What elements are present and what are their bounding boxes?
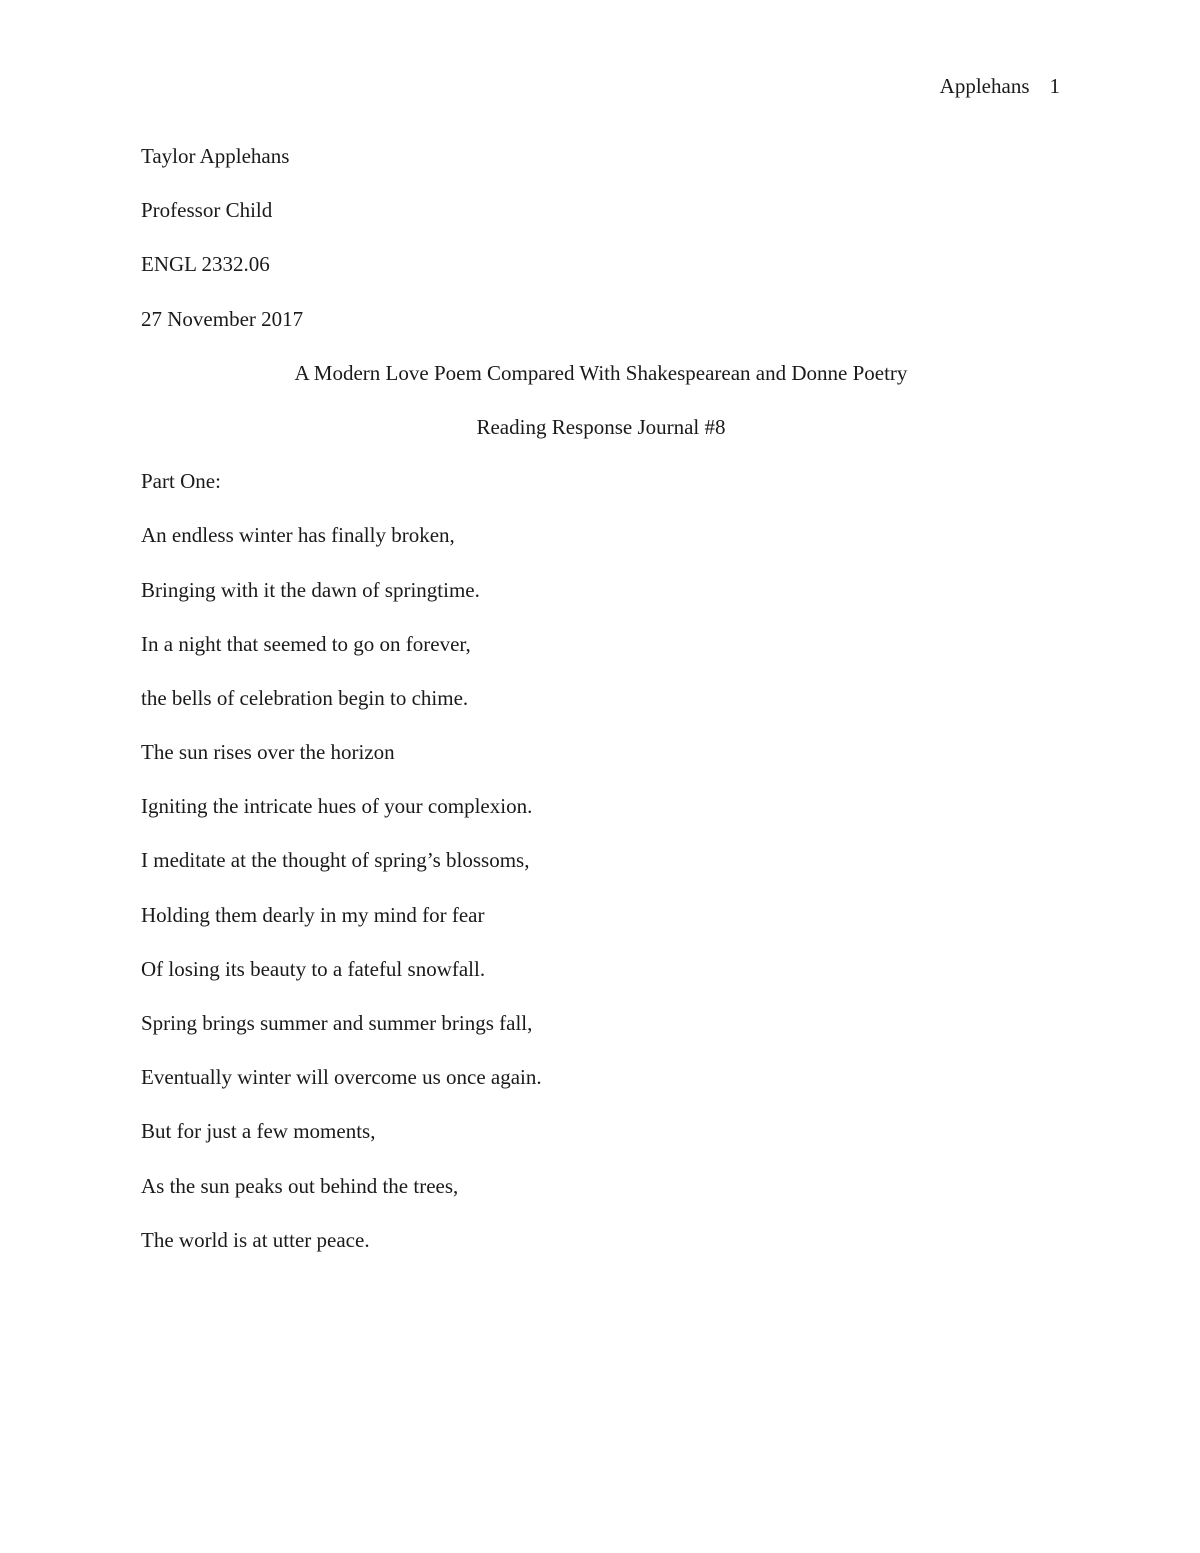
poem-line: the bells of celebration begin to chime. xyxy=(141,685,469,710)
document-subtitle: Reading Response Journal #8 xyxy=(476,414,726,439)
section-label: Part One: xyxy=(141,469,221,494)
poem-line: Igniting the intricate hues of your complexion. xyxy=(141,794,533,819)
document-title: A Modern Love Poem Compared With Shakespearean and Donne Poetry xyxy=(294,360,908,385)
poem-line: An endless winter has finally broken, xyxy=(141,523,455,548)
poem-line: But for just a few moments, xyxy=(141,1119,376,1144)
poem-line: Spring brings summer and summer brings fall, xyxy=(141,1011,533,1035)
poem-line: Eventually winter will overcome us once again. xyxy=(141,1065,542,1090)
document-body xyxy=(141,142,1061,1280)
running-header xyxy=(940,72,1060,100)
poem-line: The world is at utter peace. xyxy=(141,1227,370,1252)
submission-date: 27 November 2017 xyxy=(141,306,304,331)
poem xyxy=(141,521,1061,1280)
poem-line: Bringing with it the dawn of springtime. xyxy=(141,577,480,602)
poem-line: The sun rises over the horizon xyxy=(141,740,395,765)
poem-line: In a night that seemed to go on forever, xyxy=(141,631,471,656)
poem-line: I meditate at the thought of spring’s blossoms, xyxy=(141,848,530,873)
student-name: Taylor Applehans xyxy=(141,144,290,168)
poem-line: Of losing its beauty to a fateful snowfall. xyxy=(141,956,486,981)
poem-line: Holding them dearly in my mind for fear xyxy=(141,902,485,927)
page-number: 1 xyxy=(1049,74,1060,98)
header-author-surname: Applehans xyxy=(939,74,1030,98)
poem-line: As the sun peaks out behind the trees, xyxy=(141,1173,459,1198)
course-code: ENGL 2332.06 xyxy=(141,252,270,277)
instructor-name: Professor Child xyxy=(141,198,273,223)
